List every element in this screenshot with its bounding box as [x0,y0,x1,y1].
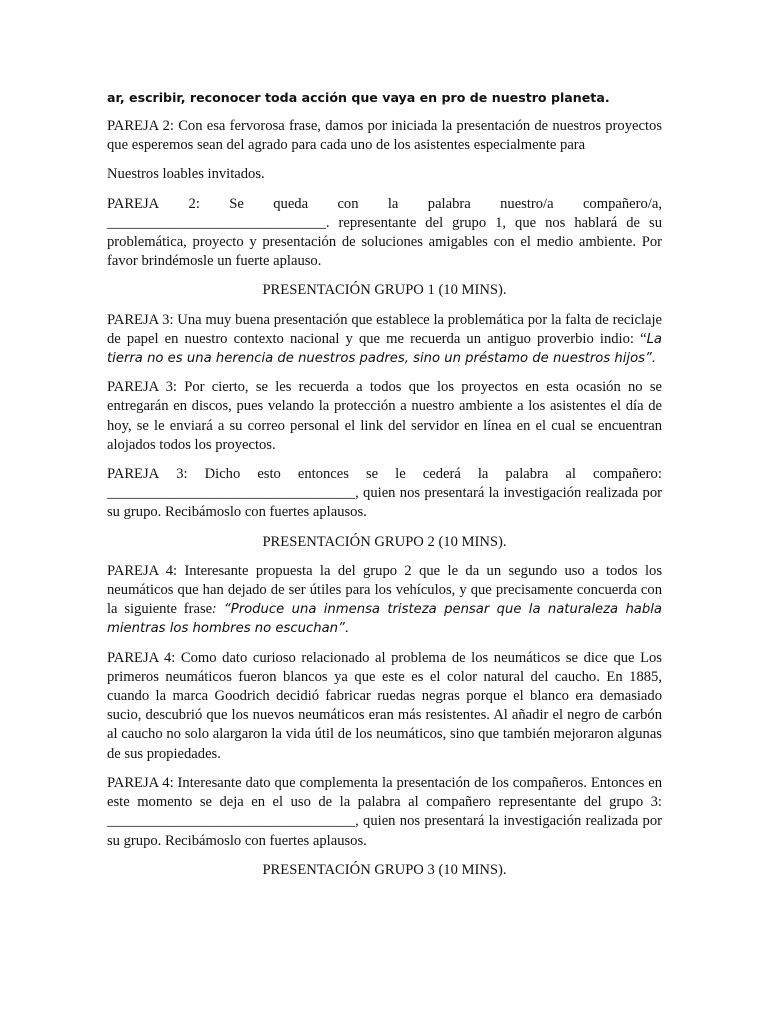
word: nuestro/a [500,195,554,212]
word: palabra [427,195,471,212]
heading-grupo-2: PRESENTACIÓN GRUPO 2 (10 MINS). [262,533,507,550]
paragraph-end: . [344,620,349,637]
paragraph-text: PAREJA 3: Una muy buena presentación que establece la problemática por la falta de reciclaje de papel en nuestro contexto nacional y que me recuerda un antiguo proverbio indio: “ [107,311,662,347]
word: se [365,466,379,483]
word: le [395,466,406,483]
paragraph-rest: __________________________________, quien nos presentará la investigación realizada por su grupo. Recibámoslo con fuertes aplausos. [107,485,662,521]
word: 2: [188,195,200,212]
paragraph-rest: ______________________________. representante del grupo 1, que nos hablará de su problemática, proyecto y presentación de soluciones amigables con el medio ambiente. Por favor brindémosle un fuerte aplauso. [107,214,662,270]
word: entonces [297,466,349,483]
paragraph-pareja4-grupo3: PAREJA 4: Interesante dato que complementa la presentación de los compañeros. Entonces en este momento se deja en el uso de la palabra al compañero representante del grupo 3: __________________________________, quien nos presentará la investigación realizada por su grupo. Recibámoslo con fuertes aplausos. [107,774,662,849]
paragraph-pareja3-proverbio [107,311,662,369]
lead-bold-line: ar, escribir, reconocer toda acción que vaya en pro de nuestro planeta. [107,90,610,105]
heading-grupo-3: PRESENTACIÓN GRUPO 3 (10 MINS). [262,861,507,878]
word: queda [273,195,309,212]
paragraph-spread-line [107,195,662,214]
paragraph-invitados: Nuestros loables invitados. [107,166,265,183]
word: PAREJA [107,466,160,483]
paragraph-pareja4-dato-curioso: PAREJA 4: Como dato curioso relacionado al problema de los neumáticos se dice que Los primeros neumáticos fueron blancos ya que este es el color natural del caucho. En 1885, cuando la marca Goodrich decidió fabricar ruedas negras porque el blanco era demasiado sucio, descubrió que los nuevos neumáticos eran más resistentes. Al añadir el negro de carbón al caucho no solo alargaron la vida útil de los neumáticos, sino que también mejoraron algunas de sus propiedades. [107,649,662,762]
word: Se [229,195,244,212]
paragraph-pareja2-intro: PAREJA 2: Con esa fervorosa frase, damos por iniciada la presentación de nuestros proyectos que esperemos sean del agrado para cada uno de los asistentes especialmente para [107,118,662,154]
word: cederá [422,466,461,483]
paragraph-pareja2-palabra [107,195,662,272]
word: Dicho [204,466,241,483]
heading-grupo-1: PRESENTACIÓN GRUPO 1 (10 MINS). [262,282,507,299]
proverb-quote: La tierra no es una herencia de nuestros padres, sino un préstamo de nuestros hijos”. [107,331,662,367]
word: compañero/a, [582,195,662,212]
word: 3: [176,466,188,483]
word: al [565,466,576,483]
paragraph-pareja3-proyectos: PAREJA 3: Por cierto, se les recuerda a todos que los proyectos en esta ocasión no se entregarán en discos, pues velando la protección a nuestro ambiente a los asistentes el día de hoy, se le enviará a su correo personal el link del servidor en línea en el cual se encuentran alojados todos los proyectos. [107,379,662,453]
paragraph-pareja4-neumaticos [107,562,662,639]
word: compañero: [592,466,662,483]
word: con [337,195,359,212]
word: la [387,195,399,212]
word: PAREJA [107,195,160,212]
paragraph-text: PAREJA 4: Interesante propuesta la del grupo 2 que le da un segundo uso a todos los neumáticos que han dejado de ser útiles para los vehículos, y que precisamente concuerda con la siguiente frase [107,562,662,618]
nature-quote: : “Produce una inmensa tristeza pensar que la naturaleza habla mientras los hombres no escuchan” [107,602,662,637]
paragraph-pareja3-cede [107,465,662,523]
word: esto [257,466,281,483]
word: palabra [505,466,549,483]
paragraph-spread-line [107,465,662,484]
document-page [107,88,662,890]
word: la [477,466,489,483]
